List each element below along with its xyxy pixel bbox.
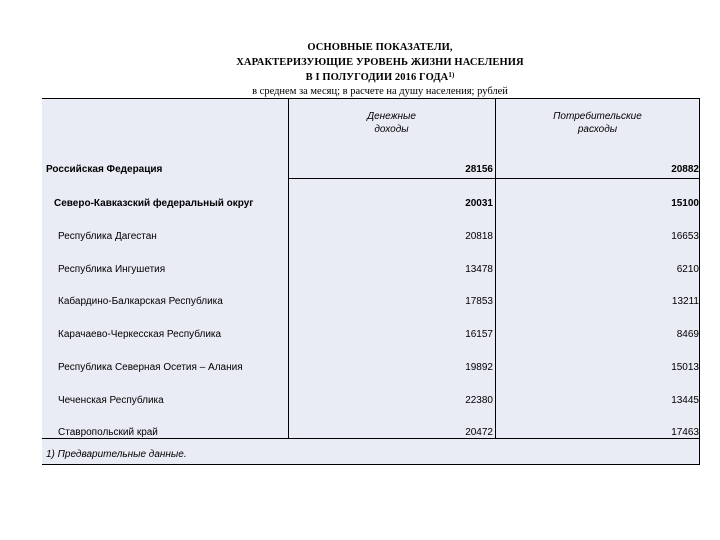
title-block [0,40,720,99]
footnote: 1) Предварительные данные. [46,449,187,460]
row-label: Республика Ингушетия [58,264,166,275]
data-table [42,98,700,465]
subtitle: в среднем за месяц; в расчете на душу населения; рублей [252,86,508,97]
row-label: Республика Северная Осетия – Алания [58,362,243,373]
row-label: Чеченская Республика [58,395,164,406]
title-line-3-text: В I ПОЛУГОДИИ 2016 ГОДА [305,72,449,83]
row-label: Кабардино-Балкарская Республика [58,296,223,307]
divider-income-col [495,98,496,438]
row-expenses: 8469 [676,329,699,340]
row-expenses: 13211 [671,296,699,307]
header-expenses [495,110,700,136]
table-top-rule [42,98,700,99]
row-expenses: 17463 [671,427,699,438]
row-income: 19892 [465,362,493,373]
row-expenses: 16653 [671,231,699,242]
header-income-line2: доходы [374,124,409,135]
row-label: Республика Дагестан [58,231,157,242]
row-income: 20472 [465,427,493,438]
row-expenses: 20882 [671,164,699,175]
header-income-line1: Денежные [367,111,416,122]
row-expenses: 15013 [671,362,699,373]
row-income: 22380 [465,395,493,406]
title-line-1: ОСНОВНЫЕ ПОКАЗАТЕЛИ, [307,42,453,53]
title-line-2: ХАРАКТЕРИЗУЮЩИЕ УРОВЕНЬ ЖИЗНИ НАСЕЛЕНИЯ [236,57,524,68]
row-label: Российская Федерация [46,164,163,175]
row-label: Северо-Кавказский федеральный округ [54,198,254,209]
title-footnote-mark: 1) [448,71,455,79]
table-bottom-rule [42,464,700,465]
row-income: 17853 [465,296,493,307]
row-label: Ставропольский край [58,427,158,438]
row-income: 20818 [465,231,493,242]
row-income: 20031 [465,198,493,209]
row-income: 13478 [465,264,493,275]
row-income: 28156 [465,164,493,175]
header-expenses-line1: Потребительские [553,111,642,122]
row-expenses: 15100 [671,198,699,209]
row-label: Карачаево-Черкесская Республика [58,329,222,340]
row-divider [288,178,700,179]
title-line-3 [0,70,720,85]
header-expenses-line2: расходы [577,124,618,135]
footnote-top-rule [42,438,700,439]
row-expenses: 13445 [671,395,699,406]
divider-label-col [288,98,289,438]
table-right-border [699,98,700,465]
header-income [288,110,495,136]
row-income: 16157 [465,329,493,340]
row-expenses: 6210 [676,264,699,275]
